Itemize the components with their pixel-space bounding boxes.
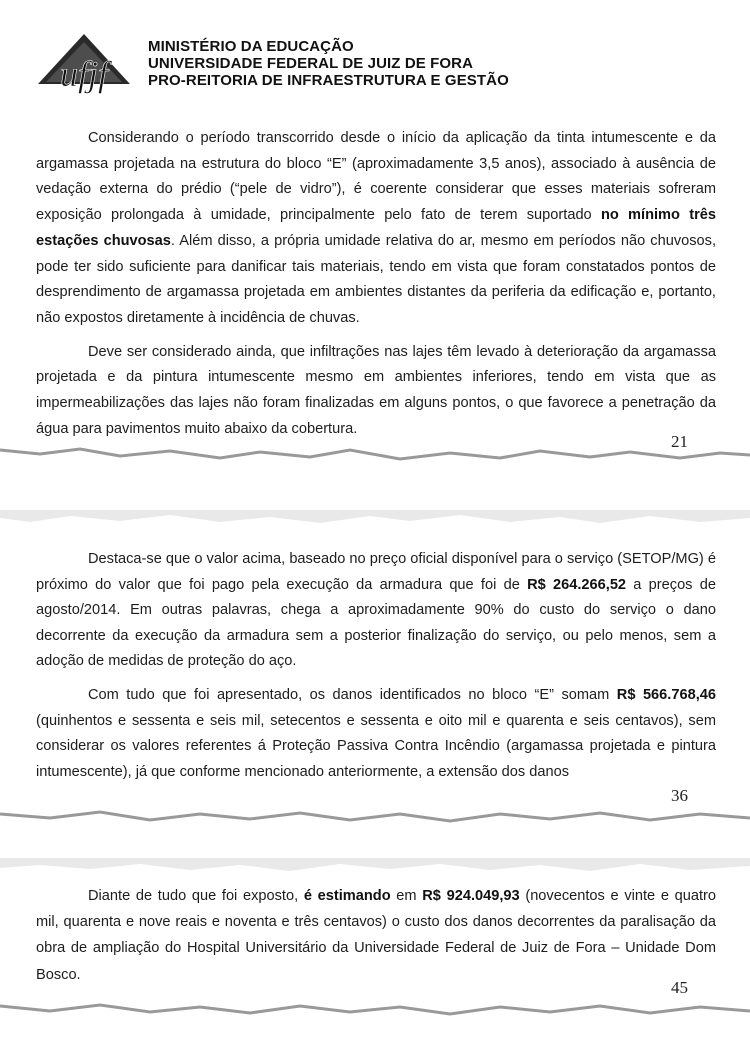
page-number: 36 [671,786,688,805]
paragraph: Diante de tudo que foi exposto, é estimando em R$ 924.049,93 (novecentos e vinte e quatro mil, quarenta e nove reais e noventa e três centavos) o custo dos danos decorrentes da paralisação da obra de ampliação do Hospital Universitário da Universidade Federal de Juiz de Fora – Unidade Dom Bosco. [36,888,716,983]
institution-name [148,38,509,89]
document-excerpt-3 [0,858,750,1030]
torn-edge [0,440,750,470]
excerpt-3-body [36,883,716,988]
department-line: PRO-REITORIA DE INFRAESTRUTURA E GESTÃO [148,72,509,89]
paragraph: Com tudo que foi apresentado, os danos identificados no bloco “E” somam R$ 566.768,46 (quinhentos e sessenta e seis mil, setecentos e sessenta e oito mil e quarenta e seis centavos), sem considerar os valores referentes á Proteção Passiva Contra Incêndio (argamassa projetada e pintura intumescente), já que conforme mencionado anteriormente, a extensão dos danos [36,686,716,780]
torn-edge [0,996,750,1030]
paragraph: Considerando o período transcorrido desde o início da aplicação da tinta intumescente e da argamassa projetada na estrutura do bloco “E” (aproximadamente 3,5 anos), associado à ausência de vedação externa do prédio (“pele de vidro”), é coerente considerar que esses materiais sofreram exposição prolongada à umidade, principalmente pelo fato de terem suportado no mínimo três estações chuvosas. Além disso, a própria umidade relativa do ar, mesmo em períodos não chuvosos, pode ter sido suficiente para danificar tais materiais, tendo em vista que foram constatados pontos de desprendimento de argamassa projetada em ambientes distantes da periferia da edificação e, portanto, não expostos diretamente à incidência de chuvas. [36,130,717,326]
svg-text:ufjf: ufjf [59,54,109,94]
torn-edge [0,510,750,550]
ufjf-logo [36,32,132,96]
page-number: 21 [671,432,688,451]
document-excerpt-2 [0,510,750,835]
excerpt-1-body [36,126,716,442]
page-number: 45 [671,978,688,997]
letterhead [36,30,556,96]
excerpt-2-body [36,547,716,785]
paragraph: Deve ser considerado ainda, que infiltrações nas lajes têm levado à deterioração da argamassa projetada e da pintura intumescente mesmo em ambientes inferiores, tendo em vista que as impermeabilizações das lajes não foram finalizadas em alguns pontos, o que favorece a penetração da água para pavimentos muito abaixo da cobertura. [36,343,716,437]
paragraph: Destaca-se que o valor acima, baseado no preço oficial disponível para o serviço (SETOP/MG) é próximo do valor que foi pago pela execução da armadura que foi de R$ 264.266,52 a preços de agosto/2014. Em outras palavras, chega a aproximadamente 90% do custo do serviço o dano decorrente da execução da armadura sem a posterior finalização do serviço, ou pelo menos, sem a adoção de medidas de proteção do aço. [36,551,716,670]
university-line: UNIVERSIDADE FEDERAL DE JUIZ DE FORA [148,55,474,72]
torn-edge [0,802,750,835]
ministry-line: MINISTÉRIO DA EDUCAÇÃO [148,38,354,55]
document-excerpt-1 [0,0,750,470]
